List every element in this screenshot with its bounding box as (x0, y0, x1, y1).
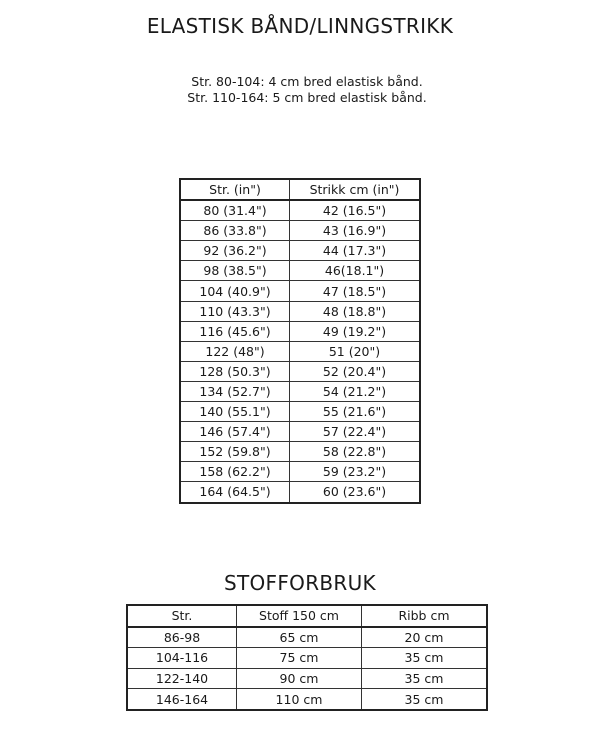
column-header-size: Str. (in") (180, 179, 290, 200)
elastic-size-table-body (180, 200, 420, 502)
fabric-usage-table-body (127, 627, 487, 710)
elastic-length-cell: 59 (23.2") (290, 462, 421, 482)
size-cell: 104-116 (127, 648, 237, 669)
table-row (180, 402, 420, 422)
column-header-fabric: Stoff 150 cm (237, 605, 362, 627)
fabric-cell: 65 cm (237, 627, 362, 648)
table-row (127, 668, 487, 689)
elastic-size-table (179, 178, 421, 504)
table-row (127, 648, 487, 669)
size-cell: 98 (38.5") (180, 261, 290, 281)
table-row (180, 281, 420, 301)
size-cell: 86-98 (127, 627, 237, 648)
table-row (180, 422, 420, 442)
elastic-length-cell: 54 (21.2") (290, 381, 421, 401)
fabric-section-title: STOFFORBRUK (224, 571, 376, 595)
table-row (180, 341, 420, 361)
fabric-cell: 75 cm (237, 648, 362, 669)
table-row (180, 361, 420, 381)
size-cell: 80 (31.4") (180, 200, 290, 221)
size-cell: 86 (33.8") (180, 221, 290, 241)
size-cell: 110 (43.3") (180, 301, 290, 321)
elastic-length-cell: 60 (23.6") (290, 482, 421, 503)
size-cell: 158 (62.2") (180, 462, 290, 482)
fabric-cell: 110 cm (237, 689, 362, 710)
elastic-section-title: ELASTISK BÅND/LINNGSTRIKK (146, 14, 454, 38)
size-cell: 140 (55.1") (180, 402, 290, 422)
size-cell: 164 (64.5") (180, 482, 290, 503)
elastic-length-cell: 47 (18.5") (290, 281, 421, 301)
elastic-note: Str. 110-164: 5 cm bred elastisk bånd. (187, 90, 427, 105)
elastic-length-cell: 43 (16.9") (290, 221, 421, 241)
elastic-length-cell: 46(18.1") (290, 261, 421, 281)
table-row (180, 241, 420, 261)
fabric-cell: 90 cm (237, 668, 362, 689)
column-header-rib: Ribb cm (362, 605, 488, 627)
table-row (180, 442, 420, 462)
size-cell: 92 (36.2") (180, 241, 290, 261)
size-cell: 128 (50.3") (180, 361, 290, 381)
size-cell: 146 (57.4") (180, 422, 290, 442)
elastic-note: Str. 80-104: 4 cm bred elastisk bånd. (191, 74, 423, 89)
table-row (180, 321, 420, 341)
column-header-size: Str. (127, 605, 237, 627)
size-cell: 152 (59.8") (180, 442, 290, 462)
table-row (127, 689, 487, 710)
elastic-length-cell: 44 (17.3") (290, 241, 421, 261)
rib-cell: 35 cm (362, 668, 488, 689)
table-header-row (180, 179, 420, 200)
table-row (180, 200, 420, 221)
rib-cell: 20 cm (362, 627, 488, 648)
elastic-length-cell: 58 (22.8") (290, 442, 421, 462)
elastic-length-cell: 57 (22.4") (290, 422, 421, 442)
size-cell: 116 (45.6") (180, 321, 290, 341)
column-header-elastic-length: Strikk cm (in") (290, 179, 421, 200)
size-cell: 146-164 (127, 689, 237, 710)
table-row (180, 301, 420, 321)
fabric-usage-table (126, 604, 488, 711)
table-header-row (127, 605, 487, 627)
size-cell: 122-140 (127, 668, 237, 689)
elastic-length-cell: 55 (21.6") (290, 402, 421, 422)
elastic-length-cell: 51 (20") (290, 341, 421, 361)
rib-cell: 35 cm (362, 648, 488, 669)
size-cell: 134 (52.7") (180, 381, 290, 401)
table-row (180, 221, 420, 241)
elastic-length-cell: 52 (20.4") (290, 361, 421, 381)
elastic-length-cell: 48 (18.8") (290, 301, 421, 321)
table-row (180, 462, 420, 482)
rib-cell: 35 cm (362, 689, 488, 710)
table-row (127, 627, 487, 648)
table-row (180, 482, 420, 503)
elastic-length-cell: 49 (19.2") (290, 321, 421, 341)
elastic-length-cell: 42 (16.5") (290, 200, 421, 221)
table-row (180, 381, 420, 401)
table-row (180, 261, 420, 281)
size-cell: 122 (48") (180, 341, 290, 361)
size-cell: 104 (40.9") (180, 281, 290, 301)
elastic-notes (0, 74, 600, 106)
